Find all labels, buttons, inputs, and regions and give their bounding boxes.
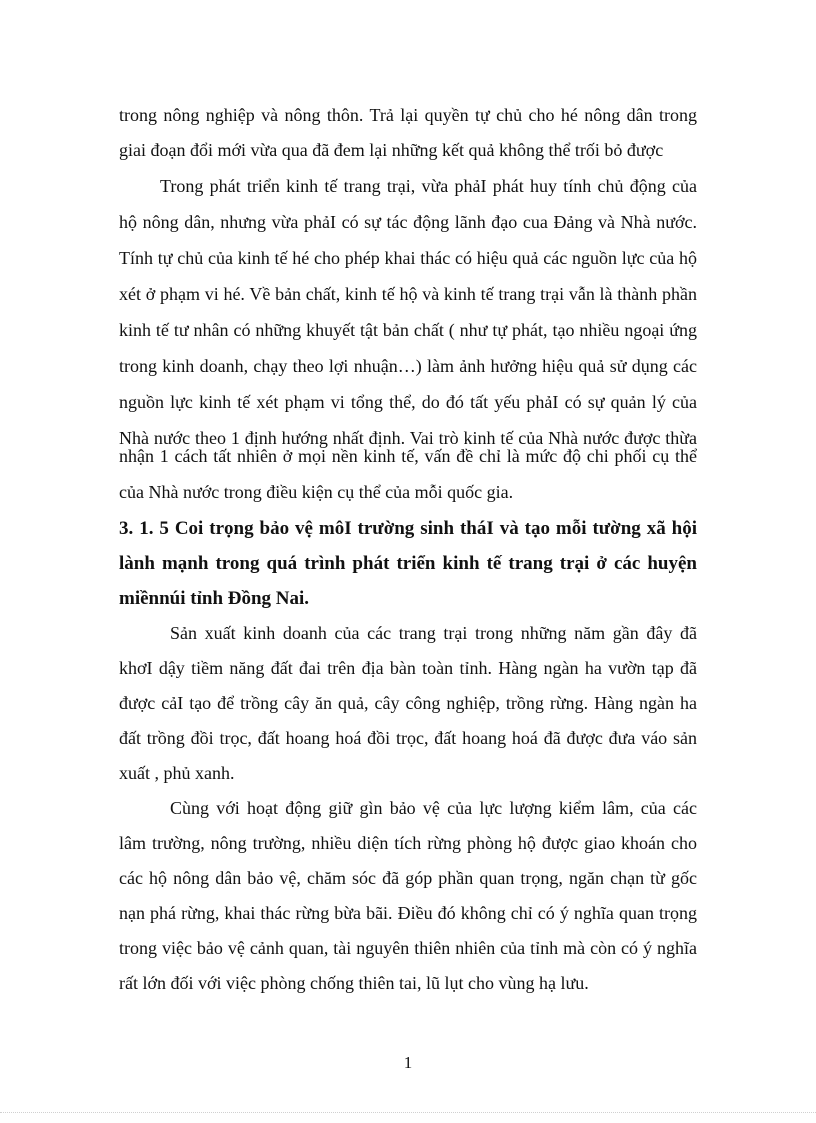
text-line: hộ nông dân, nhưng vừa phảI có sự tác động lãnh đạo cua Đảng và Nhà nước. xyxy=(119,212,697,232)
text-line: của Nhà nước trong điều kiện cụ thể của mỗi quốc gia. xyxy=(119,482,514,502)
text-line: giai đoạn đổi mới vừa qua đã đem lại những kết quả không thể trối bỏ được xyxy=(119,140,664,160)
text-line: Sản xuất kinh doanh của các trang trại trong những năm gần đây đã xyxy=(170,623,697,643)
text-line: trong nông nghiệp và nông thôn. Trả lại quyền tự chủ cho hé nông dân trong xyxy=(119,105,697,125)
text-line: nguồn lực kinh tế xét phạm vi tổng thể, do đó tất yếu phảI có sự quản lý của xyxy=(119,392,697,412)
section-heading-line: miềnnúi tỉnh Đồng Nai. xyxy=(119,588,310,609)
text-line: nạn phá rừng, khai thác rừng bừa bãi. Điều đó không chỉ có ý nghĩa quan trọng xyxy=(119,903,697,923)
text-line: trong việc bảo vệ cảnh quan, tài nguyên thiên nhiên của tỉnh mà còn có ý nghĩa xyxy=(119,938,697,958)
text-line: trong kinh doanh, chạy theo lợi nhuận…) làm ảnh hưởng hiệu quả sử dụng các xyxy=(119,356,697,376)
page-bottom-divider xyxy=(0,1112,816,1113)
text-line: Cùng với hoạt động giữ gìn bảo vệ của lực lượng kiểm lâm, của các xyxy=(170,798,697,818)
text-line: đất trồng đồi trọc, đất hoang hoá đồi trọc, đất hoang hoá đã được đưa váo sản xyxy=(119,728,697,748)
text-line: lâm trường, nông trường, nhiều diện tích rừng phòng hộ được giao khoán cho xyxy=(119,833,697,853)
text-line: Trong phát triển kinh tế trang trại, vừa phảI phát huy tính chủ động của xyxy=(160,176,697,196)
text-line: xuất , phủ xanh. xyxy=(119,763,235,783)
text-line: rất lớn đối với việc phòng chống thiên tai, lũ lụt cho vùng hạ lưu. xyxy=(119,973,589,993)
text-line: các hộ nông dân bảo vệ, chăm sóc đã góp phần quan trọng, ngăn chạn từ gốc xyxy=(119,868,697,888)
text-line: Tính tự chủ của kinh tế hé cho phép khai thác có hiệu quả các nguồn lực của hộ xyxy=(119,248,697,268)
text-line: khơI dậy tiềm năng đất đai trên địa bàn toàn tỉnh. Hàng ngàn ha vườn tạp đã xyxy=(119,658,697,678)
text-line: xét ở phạm vi hé. Về bản chất, kinh tế hộ và kinh tế trang trại vẫn là thành phần xyxy=(119,284,697,304)
section-heading-line: lành mạnh trong quá trình phát triển kinh tế trang trại ở các huyện xyxy=(119,553,697,574)
text-line: nhận 1 cách tất nhiên ở mọi nền kinh tế, vấn đề chỉ là mức độ chi phối cụ thể xyxy=(119,446,697,466)
text-line: Nhà nước theo 1 định hướng nhất định. Vai trò kinh tế của Nhà nước được thừa xyxy=(119,428,697,448)
section-heading-line: 3. 1. 5 Coi trọng bảo vệ môI trường sinh tháI và tạo mỗi tường xã hội xyxy=(119,518,697,539)
text-line: được cảI tạo để trồng cây ăn quả, cây công nghiệp, trồng rừng. Hàng ngàn ha xyxy=(119,693,697,713)
page-number: 1 xyxy=(403,1053,413,1072)
text-line: kinh tế tư nhân có những khuyết tật bản chất ( như tự phát, tạo nhiều ngoại ứng xyxy=(119,320,697,340)
